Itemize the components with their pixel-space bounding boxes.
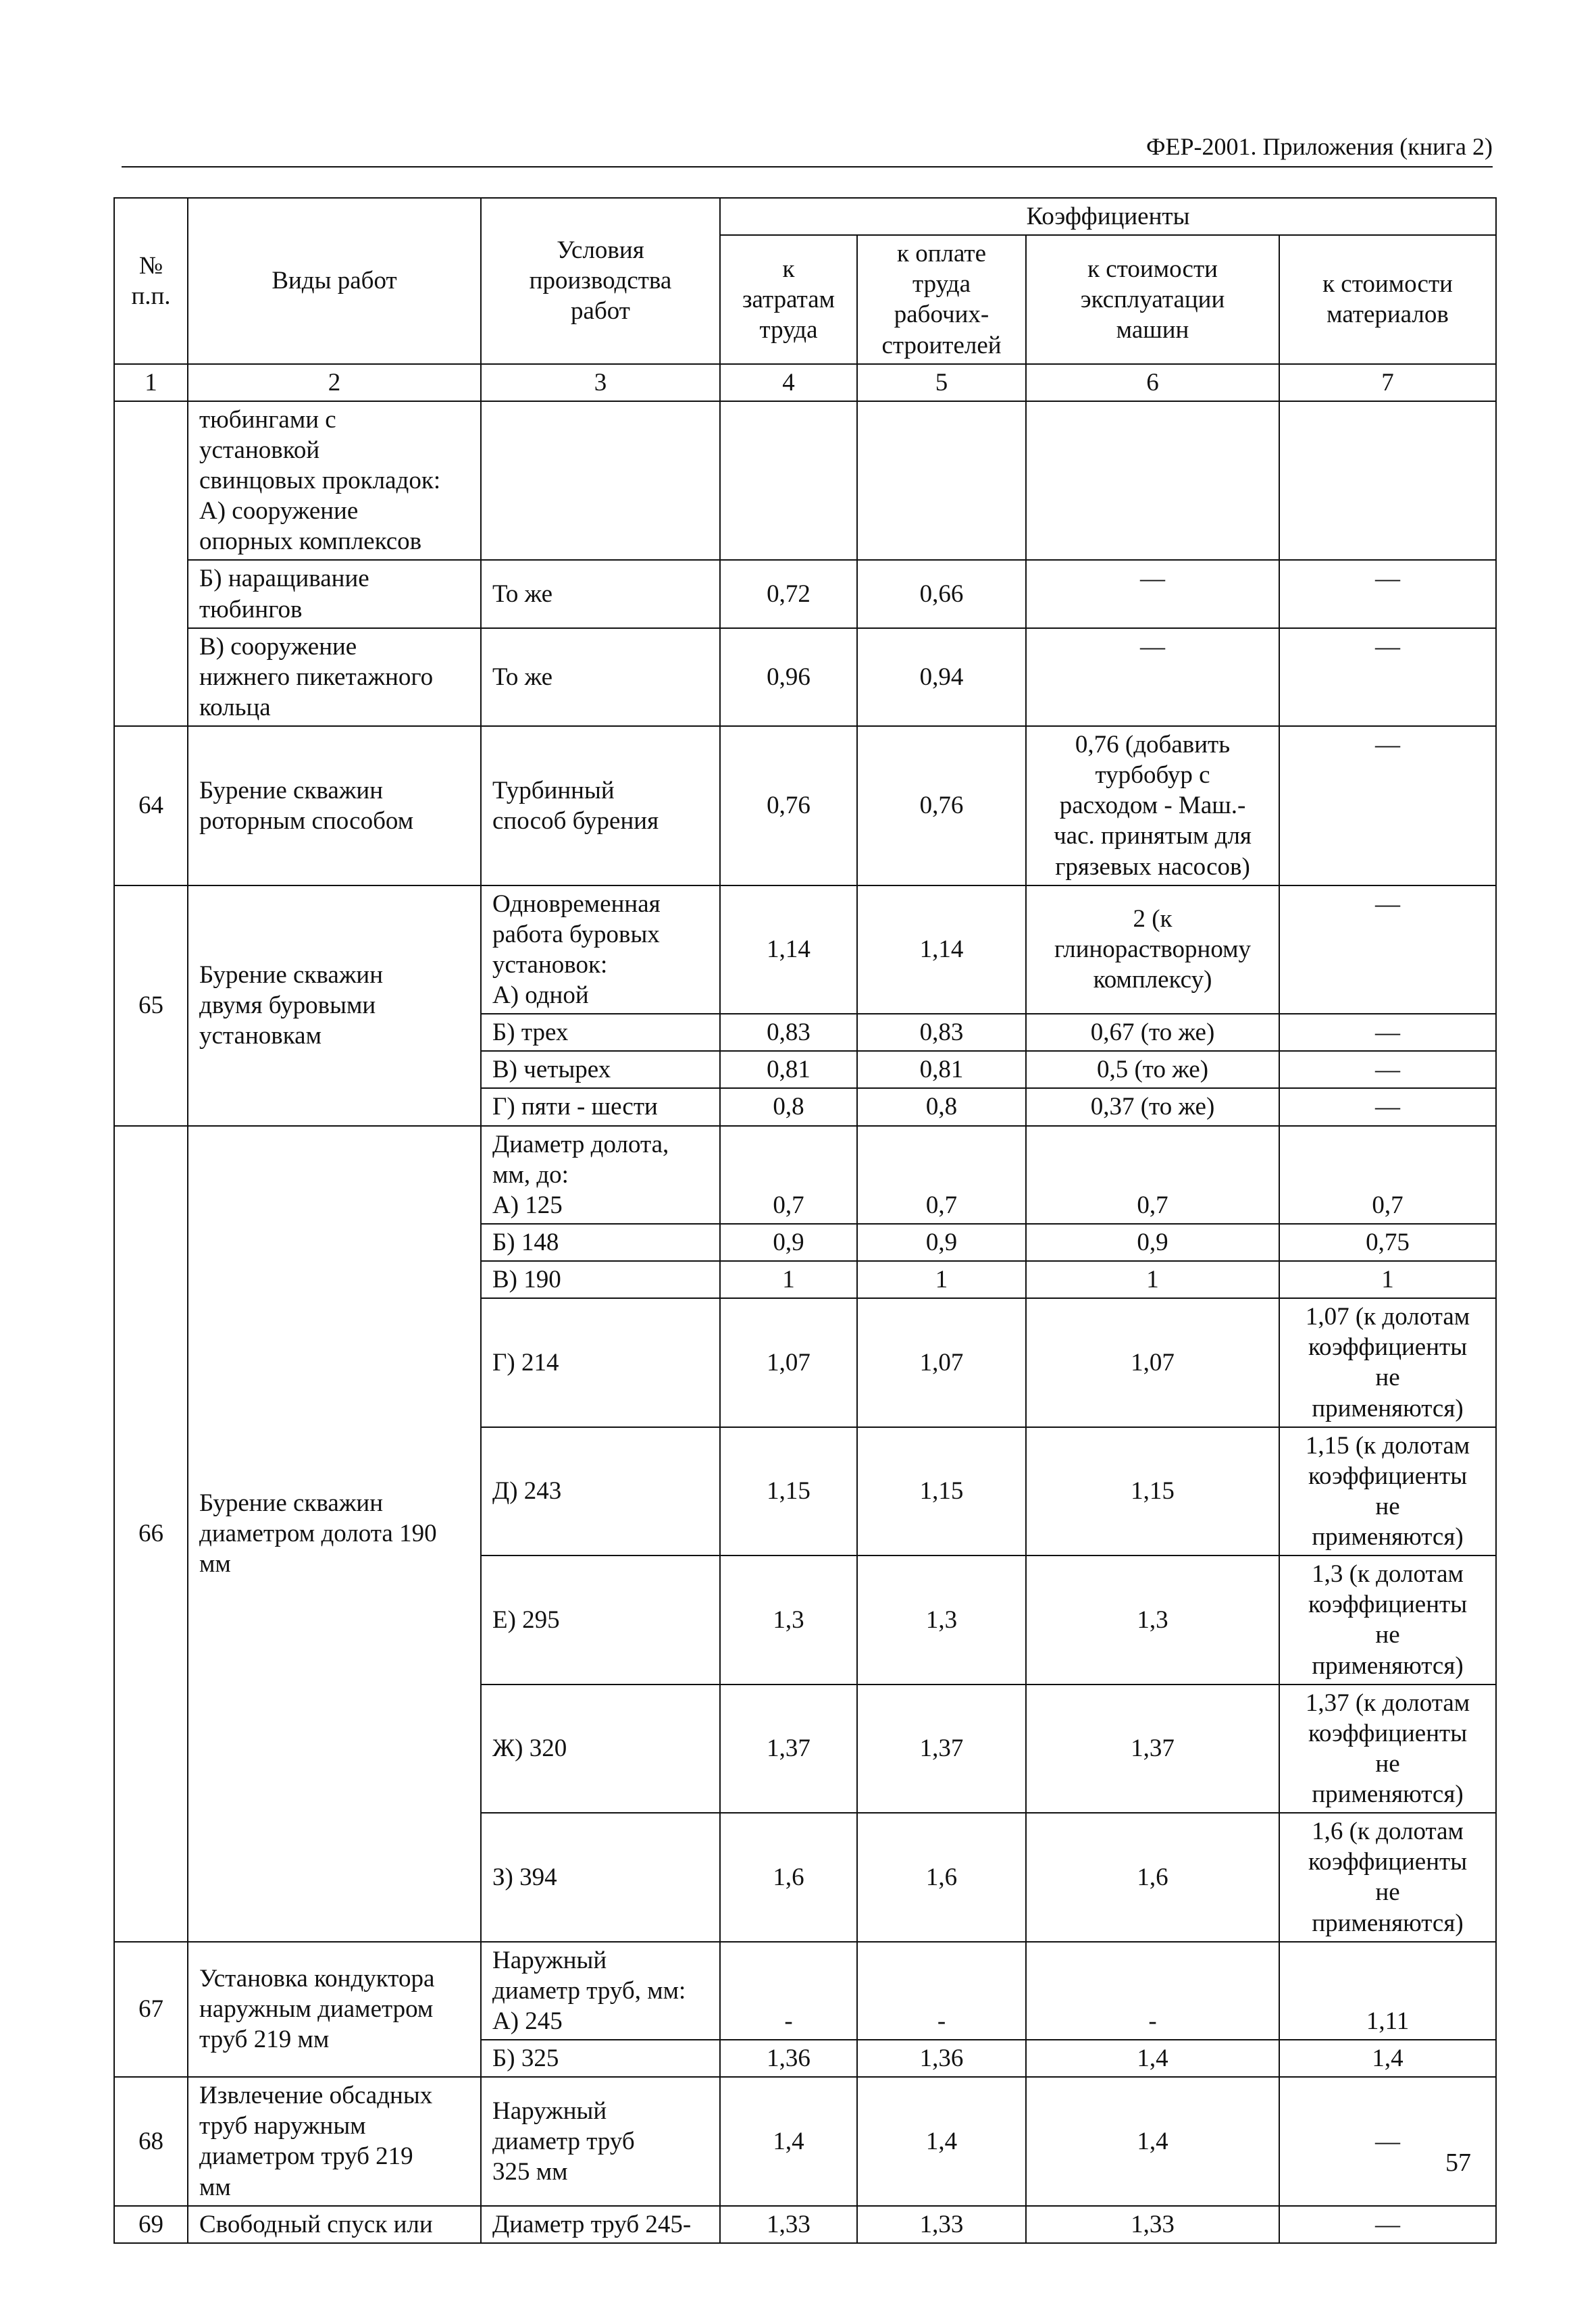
coef-materials: — [1279,560,1496,627]
coef-labor: 1,4 [720,2077,857,2206]
header-conditions: Условия производства работ [481,198,720,364]
row-number: 68 [114,2077,188,2206]
coef-machines: 0,67 (то же) [1026,1014,1279,1051]
condition: То же [481,628,720,726]
coef-pay: 0,8 [857,1088,1026,1125]
coefficients-table [113,197,1497,2244]
coef-machines: — [1026,560,1279,627]
header-no: № п.п. [114,198,188,364]
coef-materials: 1,11 [1279,1942,1496,2040]
table-row [114,401,1496,561]
condition: Г) 214 [481,1298,720,1427]
coef-materials: 0,7 [1279,1126,1496,1224]
row-number: 65 [114,885,188,1126]
coef-machines: - [1026,1942,1279,2040]
condition: Е) 295 [481,1555,720,1685]
coef-materials: 0,75 [1279,1224,1496,1261]
condition: Б) 148 [481,1224,720,1261]
coef-pay: 0,83 [857,1014,1026,1051]
row-number: 69 [114,2206,188,2243]
column-number: 4 [720,364,857,401]
header-machines: к стоимости эксплуатации машин [1026,235,1279,364]
coef-materials: 1,15 (к долотам коэффициенты не применяются) [1279,1427,1496,1556]
column-number: 6 [1026,364,1279,401]
header-pay: к оплате труда рабочих- строителей [857,235,1026,364]
column-number: 7 [1279,364,1496,401]
work-type: Б) наращивание тюбингов [188,560,481,627]
coef-labor: 1,15 [720,1427,857,1556]
table-row [114,628,1496,726]
coef-labor: 0,72 [720,560,857,627]
header-works: Виды работ [188,198,481,364]
coef-labor: 0,9 [720,1224,857,1261]
coef-machines: 1,07 [1026,1298,1279,1427]
coef-pay: 1,33 [857,2206,1026,2243]
condition: Наружный диаметр труб, мм: А) 245 [481,1942,720,2040]
coef-machines [1026,401,1279,561]
condition: Одновременная работа буровых установок: А) одной [481,885,720,1014]
coef-labor: 1,36 [720,2040,857,2077]
coef-materials: — [1279,2077,1496,2206]
work-type: В) сооружение нижнего пикетажного кольца [188,628,481,726]
coef-materials: 1,37 (к долотам коэффициенты не применяются) [1279,1685,1496,1814]
coef-materials: — [1279,1088,1496,1125]
column-number: 2 [188,364,481,401]
condition: Наружный диаметр труб 325 мм [481,2077,720,2206]
coef-labor: 1,33 [720,2206,857,2243]
coef-labor: 0,8 [720,1088,857,1125]
condition [481,401,720,561]
row-number: 66 [114,1126,188,1942]
coef-pay: 1,07 [857,1298,1026,1427]
coef-pay: 0,81 [857,1051,1026,1088]
coef-materials: 1,4 [1279,2040,1496,2077]
row-number: 64 [114,726,188,885]
coef-materials: 1 [1279,1261,1496,1298]
coef-pay: 0,66 [857,560,1026,627]
condition: Ж) 320 [481,1685,720,1814]
coef-labor: 1,3 [720,1555,857,1685]
coef-machines: 1,4 [1026,2040,1279,2077]
coef-materials: 1,3 (к долотам коэффициенты не применяются) [1279,1555,1496,1685]
coef-labor: 1,07 [720,1298,857,1427]
coef-materials: — [1279,1014,1496,1051]
coef-materials: — [1279,628,1496,726]
condition: Б) 325 [481,2040,720,2077]
condition: В) 190 [481,1261,720,1298]
condition: В) четырех [481,1051,720,1088]
table-row [114,560,1496,627]
coef-machines: 0,5 (то же) [1026,1051,1279,1088]
coef-materials: 1,07 (к долотам коэффициенты не применяются) [1279,1298,1496,1427]
coef-machines: — [1026,628,1279,726]
coef-labor: 0,81 [720,1051,857,1088]
row-number: 67 [114,1942,188,2078]
condition: З) 394 [481,1813,720,1942]
coef-machines: 1,37 [1026,1685,1279,1814]
table-row [114,885,1496,1014]
row-number [114,401,188,726]
header-labor: к затратам труда [720,235,857,364]
coef-machines: 0,7 [1026,1126,1279,1224]
header-materials: к стоимости материалов [1279,235,1496,364]
condition: Д) 243 [481,1427,720,1556]
condition: Г) пяти - шести [481,1088,720,1125]
condition: Б) трех [481,1014,720,1051]
coef-machines: 1,6 [1026,1813,1279,1942]
page-number: 57 [1445,2149,1471,2177]
coef-machines: 1,3 [1026,1555,1279,1685]
coef-materials: — [1279,726,1496,885]
coef-materials: 1,6 (к долотам коэффициенты не применяются) [1279,1813,1496,1942]
coef-machines: 1,33 [1026,2206,1279,2243]
coef-machines: 0,37 (то же) [1026,1088,1279,1125]
coef-labor [720,401,857,561]
table-row [114,2077,1496,2206]
coef-labor: - [720,1942,857,2040]
coef-labor: 1,14 [720,885,857,1014]
coef-labor: 0,83 [720,1014,857,1051]
work-type: Бурение скважин роторным способом [188,726,481,885]
coef-labor: 1,37 [720,1685,857,1814]
coef-pay: 1,15 [857,1427,1026,1556]
coef-pay: 1 [857,1261,1026,1298]
coef-labor: 0,7 [720,1126,857,1224]
table-header-row [114,198,1496,235]
coef-machines: 1 [1026,1261,1279,1298]
work-type: Бурение скважин двумя буровыми установкам [188,885,481,1126]
coef-labor: 1,6 [720,1813,857,1942]
coef-labor: 1 [720,1261,857,1298]
column-number: 3 [481,364,720,401]
coef-labor: 0,76 [720,726,857,885]
coef-machines: 2 (к глинорастворному комплексу) [1026,885,1279,1014]
table-row [114,1942,1496,2040]
table-row [114,726,1496,885]
work-type: Извлечение обсадных труб наружным диаметром труб 219 мм [188,2077,481,2206]
coef-materials: — [1279,885,1496,1014]
coef-pay: 1,36 [857,2040,1026,2077]
header-coefficients: Коэффициенты [720,198,1496,235]
coef-pay: 1,3 [857,1555,1026,1685]
coef-pay: 1,37 [857,1685,1026,1814]
work-type: Установка кондуктора наружным диаметром труб 219 мм [188,1942,481,2078]
coef-pay: 0,7 [857,1126,1026,1224]
coef-machines: 1,4 [1026,2077,1279,2206]
work-type: Свободный спуск или [188,2206,481,2243]
coef-pay: 0,76 [857,726,1026,885]
coef-machines: 0,76 (добавить турбобур с расходом - Маш.- час. принятым для грязевых насосов) [1026,726,1279,885]
coef-pay: - [857,1942,1026,2040]
coef-machines: 0,9 [1026,1224,1279,1261]
condition: Диаметр труб 245- [481,2206,720,2243]
coef-materials: — [1279,2206,1496,2243]
work-type: Бурение скважин диаметром долота 190 мм [188,1126,481,1942]
condition: Диаметр долота, мм, до: А) 125 [481,1126,720,1224]
condition: То же [481,560,720,627]
table-row [114,1126,1496,1224]
column-number: 5 [857,364,1026,401]
coef-pay: 0,94 [857,628,1026,726]
condition: Турбинный способ бурения [481,726,720,885]
coef-pay [857,401,1026,561]
column-number-row [114,364,1496,401]
coef-pay: 1,14 [857,885,1026,1014]
coef-machines: 1,15 [1026,1427,1279,1556]
column-number: 1 [114,364,188,401]
table-row [114,2206,1496,2243]
coef-pay: 1,4 [857,2077,1026,2206]
coef-materials: — [1279,1051,1496,1088]
coef-pay: 0,9 [857,1224,1026,1261]
coef-materials [1279,401,1496,561]
coef-labor: 0,96 [720,628,857,726]
coef-pay: 1,6 [857,1813,1026,1942]
running-header: ФЕР-2001. Приложения (книга 2) [122,132,1493,168]
work-type: тюбингами с установкой свинцовых прокладок: А) сооружение опорных комплексов [188,401,481,561]
